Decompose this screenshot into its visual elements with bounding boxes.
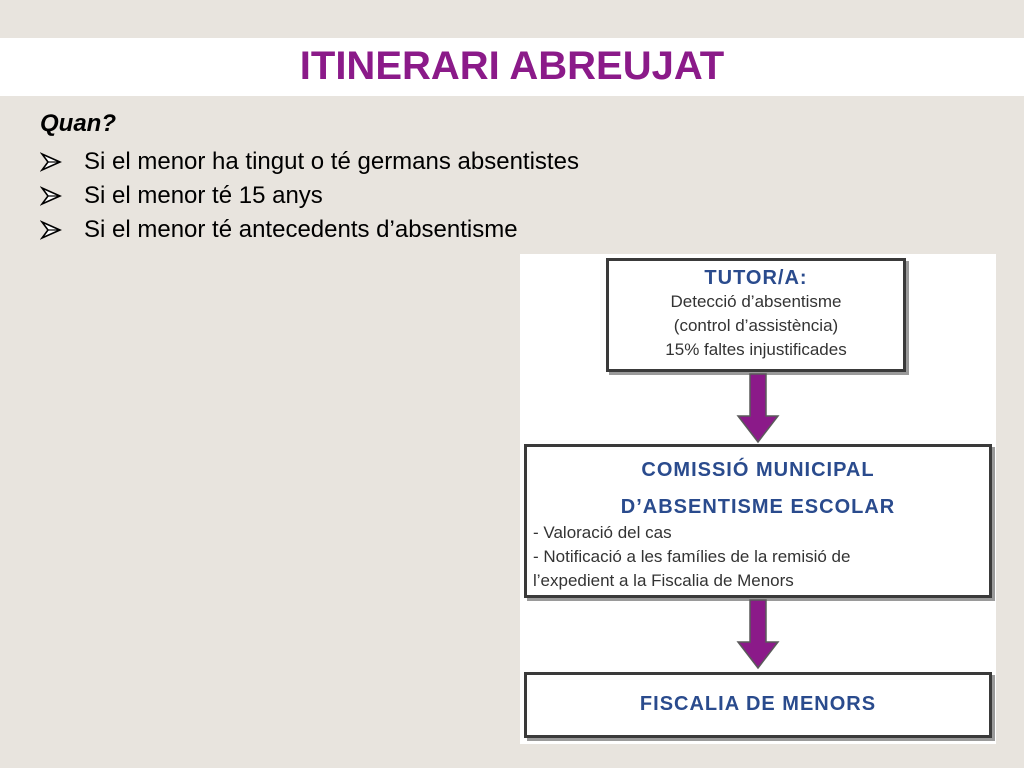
commission-line: - Valoració del cas bbox=[533, 523, 672, 542]
tutor-line: (control d’assistència) bbox=[673, 316, 839, 335]
commission-heading: D’ABSENTISME ESCOLAR bbox=[620, 496, 896, 518]
bullet-text: Si el menor ha tingut o té germans absentistes bbox=[84, 148, 579, 175]
list-item bbox=[40, 213, 579, 247]
prosecutor-heading: FISCALIA DE MENORS bbox=[639, 693, 877, 715]
commission-heading: COMISSIÓ MUNICIPAL bbox=[641, 459, 875, 481]
tutor-box bbox=[606, 258, 906, 372]
flowchart-panel bbox=[520, 254, 996, 744]
arrowhead-bullet-icon bbox=[40, 150, 84, 174]
tutor-line: 15% faltes injustificades bbox=[665, 340, 847, 359]
bullet-text: Si el menor té 15 anys bbox=[84, 182, 323, 209]
bullet-text: Si el menor té antecedents d’absentisme bbox=[84, 216, 518, 243]
question-label: Quan? bbox=[40, 110, 116, 137]
list-item bbox=[40, 179, 579, 213]
list-item bbox=[40, 145, 579, 179]
arrowhead-bullet-icon bbox=[40, 218, 84, 242]
commission-line: - Notificació a les famílies de la remisió de bbox=[533, 547, 851, 566]
arrowhead-bullet-icon bbox=[40, 184, 84, 208]
tutor-line: Detecció d’absentisme bbox=[670, 292, 842, 311]
commission-line: l’expedient a la Fiscalia de Menors bbox=[533, 571, 794, 590]
down-arrow-icon bbox=[736, 372, 780, 449]
prosecutor-box bbox=[524, 672, 992, 738]
slide-title: ITINERARI ABREUJAT bbox=[299, 44, 725, 88]
commission-box bbox=[524, 444, 992, 598]
down-arrow-icon bbox=[736, 598, 780, 675]
tutor-heading: TUTOR/A: bbox=[704, 267, 808, 289]
bullet-list bbox=[40, 145, 579, 247]
